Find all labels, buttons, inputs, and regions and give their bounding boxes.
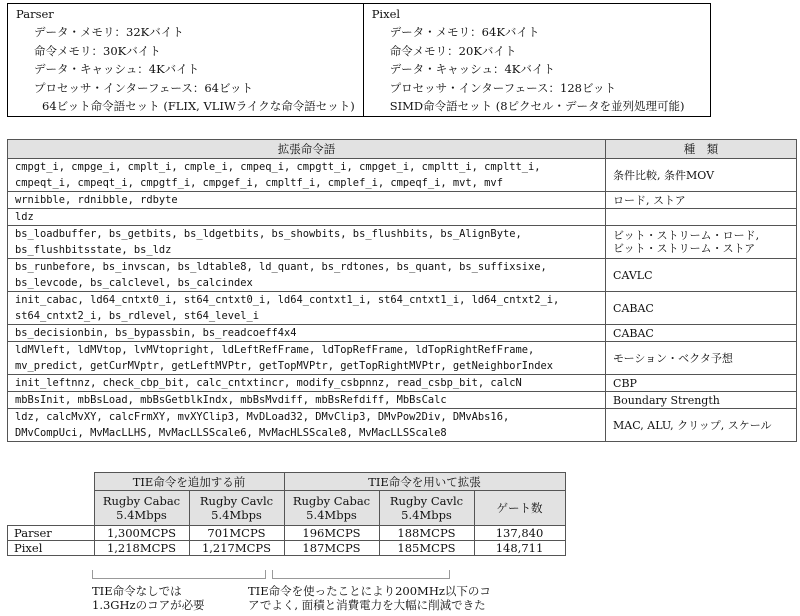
- instruction-line: bs_levcode, bs_calclevel, bs_calcindex: [15, 277, 253, 289]
- instruction-line: ldz, calcMvXY, calcFrmXY, mvXYClip3, MvDLoad32, DMvClip3, DMvPow2Div, DMvAbs16,: [15, 411, 510, 423]
- table-row: [8, 392, 797, 409]
- instruction-line: ldMVleft, ldMVtop, lvMVtopright, ldLeftRefFrame, ldTopRefFrame, ldTopRightRefFrame,: [15, 344, 535, 356]
- pixel-spec-item: 命令メモリ：20Kバイト: [389, 43, 517, 58]
- perf-value: 185MCPS: [379, 541, 474, 556]
- instruction-cell: [8, 192, 606, 209]
- kind-cell: [606, 292, 797, 325]
- parser-spec-item: データ・メモリ：32Kバイト: [34, 25, 184, 39]
- parser-spec-item: 命令メモリ：30Kバイト: [34, 43, 161, 58]
- subheader-line: 5.4Mbps: [401, 508, 452, 522]
- instruction-cell: [8, 209, 606, 226]
- parser-spec-item: プロセッサ・インターフェース：64ビット: [34, 80, 253, 95]
- kind-line: モーション・ベクタ予想: [613, 351, 733, 365]
- pixel-spec-item: データ・キャッシュ：4Kバイト: [389, 62, 555, 77]
- instruction-line: wrnibble, rdnibble, rdbyte: [15, 194, 178, 206]
- kind-line: ビット・ストリーム・ストア: [613, 242, 756, 255]
- subheader-cell: [474, 491, 565, 526]
- table-row: [8, 342, 797, 375]
- subheader-line: Rugby Cabac: [292, 494, 371, 508]
- note-line: アでよく, 面積と消費電力を大幅に削減できた: [248, 598, 486, 612]
- table-row: [8, 226, 797, 259]
- subheader-line: Rugby Cavlc: [389, 494, 464, 508]
- kind-line: MAC, ALU, クリップ, スケール: [613, 418, 772, 432]
- table-row: [8, 541, 566, 556]
- table-row: [8, 292, 797, 325]
- instruction-cell: [8, 292, 606, 325]
- subheader-line: 5.4Mbps: [306, 508, 357, 522]
- bracket-before: [92, 570, 266, 579]
- header-instructions: 拡張命令語: [8, 140, 606, 159]
- perf-value: 196MCPS: [284, 526, 379, 541]
- perf-value: 148,711: [474, 541, 565, 556]
- perf-value: 1,218MCPS: [94, 541, 189, 556]
- kind-cell: [606, 226, 797, 259]
- instruction-cell: [8, 159, 606, 192]
- instruction-line: bs_loadbuffer, bs_getbits, bs_ldgetbits, bs_showbits, bs_flushbits, bs_AlignByte,: [15, 228, 522, 240]
- pixel-spec: [363, 4, 710, 116]
- subheader-line: 5.4Mbps: [116, 508, 167, 522]
- table-row: [8, 159, 797, 192]
- instruction-cell: [8, 375, 606, 392]
- instruction-line: st64_cntxt2_i, bs_rdlevel, st64_level_i: [15, 310, 259, 322]
- kind-cell: [606, 259, 797, 292]
- subheader-cell: [189, 491, 284, 526]
- kind-line: CBP: [613, 376, 637, 390]
- kind-line: 条件比較, 条件MOV: [613, 168, 715, 182]
- corner-cell: [8, 473, 95, 491]
- perf-value: 188MCPS: [379, 526, 474, 541]
- table-row: [8, 192, 797, 209]
- kind-line: ビット・ストリーム・ロード,: [613, 229, 760, 242]
- kind-cell: [606, 392, 797, 409]
- parser-spec-item: データ・キャッシュ：4Kバイト: [34, 62, 200, 77]
- instruction-line: cmpeqt_i, cmpeqt_i, cmpgtf_i, cmpgef_i, cmpltf_i, cmplef_i, cmpeqf_i, mvt, mvf: [15, 177, 503, 189]
- instruction-cell: [8, 392, 606, 409]
- extended-instruction-table: [7, 139, 797, 442]
- subheader-line: ゲート数: [496, 501, 543, 515]
- subheader-line: Rugby Cabac: [102, 494, 181, 508]
- kind-cell: [606, 192, 797, 209]
- bracket-after: [272, 570, 450, 579]
- kind-cell: [606, 342, 797, 375]
- instruction-cell: [8, 325, 606, 342]
- kind-cell: [606, 159, 797, 192]
- instruction-line: mbBsInit, mbBsLoad, mbBsGetblkIndx, mbBsMvdiff, mbBsRefdiff, MbBsCalc: [15, 394, 447, 406]
- kind-cell: [606, 209, 797, 226]
- kind-cell: [606, 325, 797, 342]
- instruction-line: DMvCompUci, MvMacLLHS, MvMacLLSScale6, MvMacHLSScale8, MvMacLLSScale8: [15, 427, 447, 439]
- perf-value: 187MCPS: [284, 541, 379, 556]
- table-row: [8, 209, 797, 226]
- table-row: [8, 409, 797, 442]
- note-line: TIE命令なしでは: [92, 584, 182, 598]
- instruction-line: mv_predict, getCurMVptr, getLeftMVPtr, getTopMVPtr, getTopRightMVPtr, getNeighborIndex: [15, 360, 553, 372]
- instruction-cell: [8, 342, 606, 375]
- instruction-line: init_leftnnz, check_cbp_bit, calc_cntxtincr, modify_csbpnnz, read_csbp_bit, calcN: [15, 377, 522, 389]
- table-row: [8, 325, 797, 342]
- kind-line: CABAC: [613, 301, 654, 315]
- kind-line: CAVLC: [613, 268, 653, 282]
- note-after: [248, 584, 491, 612]
- instruction-cell: [8, 226, 606, 259]
- row-label: Parser: [8, 526, 95, 541]
- instruction-cell: [8, 259, 606, 292]
- kind-line: CABAC: [613, 326, 654, 340]
- kind-cell: [606, 375, 797, 392]
- note-before: [92, 584, 205, 612]
- instruction-line: init_cabac, ld64_cntxt0_i, st64_cntxt0_i, ld64_contxt1_i, st64_cntxt1_i, ld64_cntxt2_i,: [15, 294, 560, 306]
- group-after-tie: TIE命令を用いて拡張: [284, 473, 565, 491]
- table-row: [8, 259, 797, 292]
- instruction-line: ldz: [15, 211, 34, 223]
- subheader-cell: [379, 491, 474, 526]
- subheader-cell: [284, 491, 379, 526]
- instruction-line: cmpgt_i, cmpge_i, cmplt_i, cmple_i, cmpeq_i, cmpgtt_i, cmpget_i, cmpltt_i, cmpltt_i,: [15, 161, 541, 173]
- header-kind: 種 類: [606, 140, 797, 159]
- subheader-cell: [94, 491, 189, 526]
- kind-line: ロード, ストア: [613, 193, 686, 207]
- group-before-tie: TIE命令を追加する前: [94, 473, 284, 491]
- parser-title: Parser: [16, 7, 54, 21]
- pixel-spec-item: データ・メモリ：64Kバイト: [389, 25, 540, 39]
- instruction-line: bs_runbefore, bs_invscan, bs_ldtable8, ld_quant, bs_rdtones, bs_quant, bs_suffixsixe,: [15, 261, 547, 273]
- perf-value: 701MCPS: [189, 526, 284, 541]
- pixel-title: Pixel: [371, 7, 401, 21]
- table-row: [8, 375, 797, 392]
- row-label: Pixel: [8, 541, 95, 556]
- corner-cell: [8, 491, 95, 526]
- parser-spec: [8, 4, 363, 116]
- perf-value: 1,217MCPS: [189, 541, 284, 556]
- instruction-line: bs_flushbitsstate, bs_ldz: [15, 244, 172, 256]
- kind-line: Boundary Strength: [613, 393, 720, 407]
- performance-table: [7, 472, 566, 556]
- processor-spec-box: [7, 3, 711, 117]
- kind-cell: [606, 409, 797, 442]
- note-line: 1.3GHzのコアが必要: [92, 598, 205, 612]
- instruction-line: bs_decisionbin, bs_bypassbin, bs_readcoeff4x4: [15, 327, 297, 339]
- table-row: [8, 526, 566, 541]
- pixel-spec-item: プロセッサ・インターフェース：128ビット: [389, 80, 616, 95]
- perf-value: 1,300MCPS: [94, 526, 189, 541]
- subheader-line: 5.4Mbps: [211, 508, 262, 522]
- instruction-cell: [8, 409, 606, 442]
- perf-value: 137,840: [474, 526, 565, 541]
- note-line: TIE命令を使ったことにより200MHz以下のコ: [248, 584, 491, 598]
- parser-spec-item: 64ビット命令語セット (FLIX, VLIWライクな命令語セット): [42, 99, 355, 114]
- subheader-line: Rugby Cavlc: [199, 494, 274, 508]
- pixel-spec-item: SIMD命令語セット (8ピクセル・データを並列処理可能): [389, 99, 685, 114]
